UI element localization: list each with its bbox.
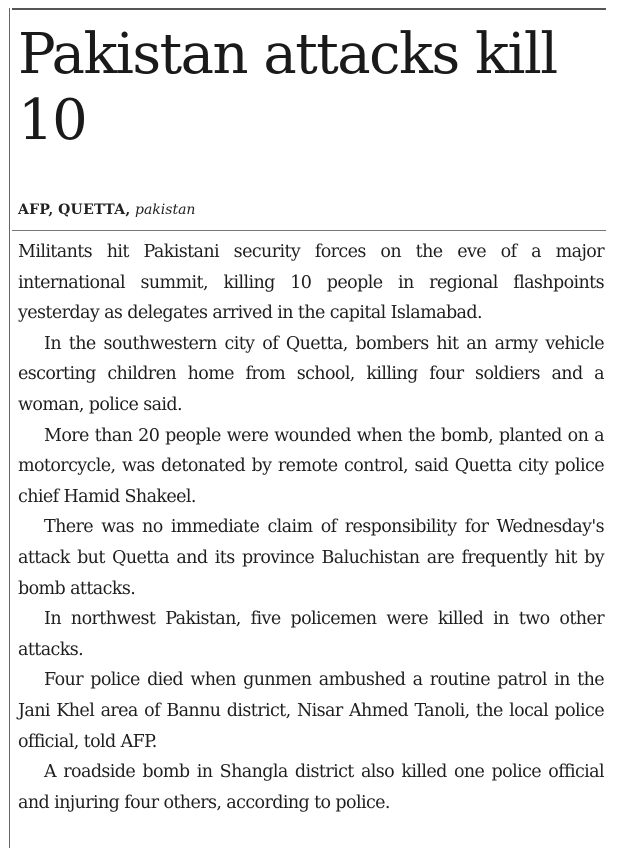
paragraph-7: A roadside bomb in Shangla district also killed one police official and injuring four others, according to police. [18, 762, 604, 813]
paragraph-4: There was no immediate claim of responsibility for Wednesday's attack but Quetta and its province Baluchistan are frequently hit by bomb attacks. [18, 517, 604, 599]
dateline-city: QUETTA, [58, 202, 131, 218]
dateline-country: pakistan [135, 202, 196, 218]
dateline-rule [12, 230, 606, 231]
top-rule [12, 8, 606, 10]
paragraph-6: Four police died when gunmen ambushed a routine patrol in the Jani Khel area of Bannu district, Nisar Ahmed Tanoli, the local police official, told AFP. [18, 670, 604, 752]
paragraph-5: In northwest Pakistan, five policemen were killed in two other attacks. [18, 609, 604, 660]
paragraph-1: Militants hit Pakistani security forces on the eve of a major international summit, killing 10 people in regional flashpoints yesterday as delegates arrived in the capital Islamabad. [18, 242, 604, 324]
headline: Pakistan attacks kill 10 [18, 22, 557, 153]
article-body [18, 237, 604, 818]
dateline-agency: AFP, [18, 202, 54, 218]
paragraph-3: More than 20 people were wounded when the bomb, planted on a motorcycle, was detonated by remote control, said Quetta city police chief Hamid Shakeel. [18, 425, 604, 507]
paragraph-2: In the southwestern city of Quetta, bombers hit an army vehicle escorting children home from school, killing four soldiers and a woman, police said. [18, 333, 604, 415]
left-column-rule [9, 8, 10, 848]
dateline [18, 200, 195, 220]
